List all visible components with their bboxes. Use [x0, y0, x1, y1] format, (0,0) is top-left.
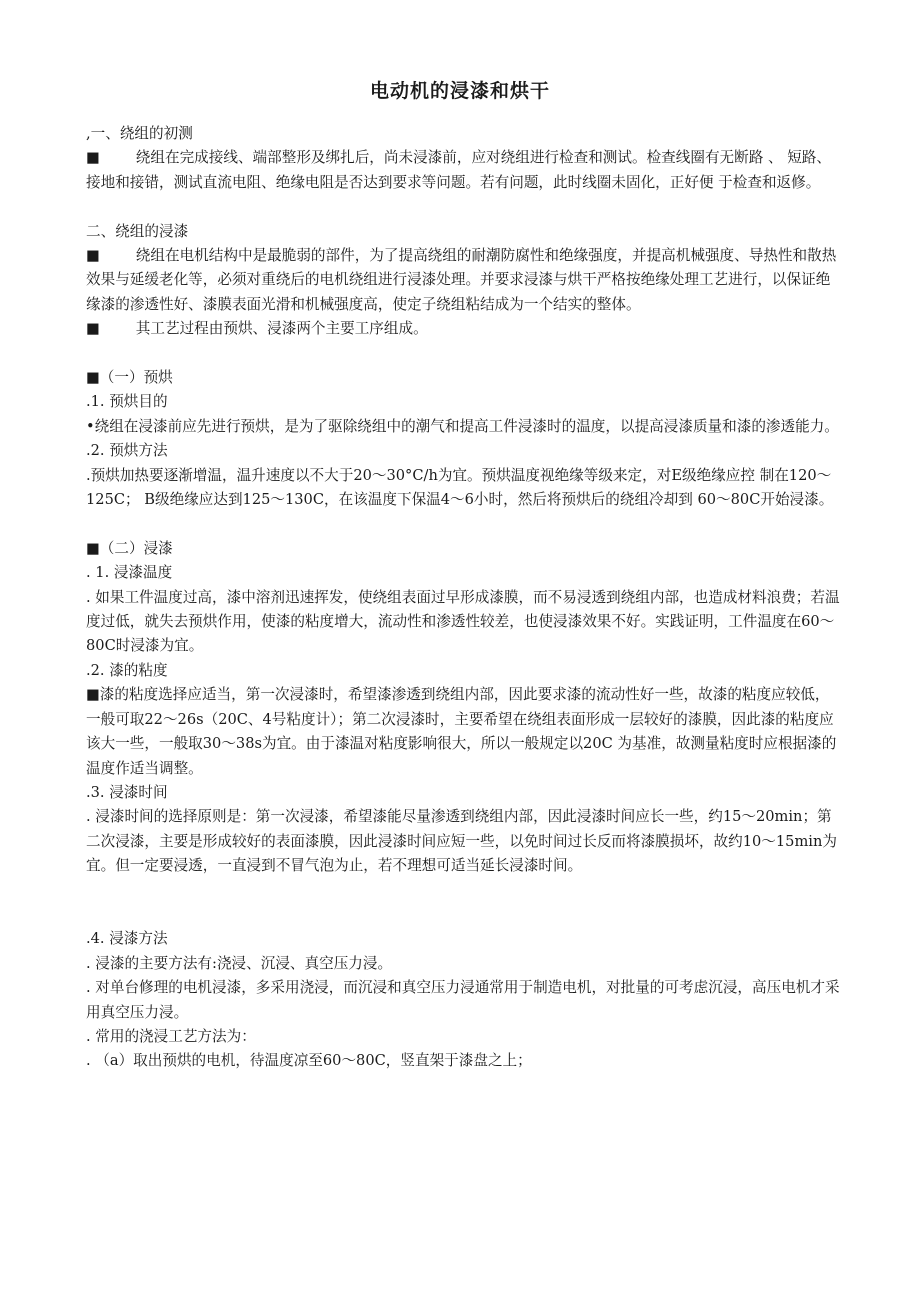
item-text: ■漆的粘度选择应适当，第一次浸漆时，希望漆渗透到绕组内部，因此要求漆的流动性好一些，故漆的粘度应较低，一般可取22〜26s（20C、4号粘度计）；第二次浸漆时，主要希望在绕组表面形成一层较好的漆膜，因此漆的粘度应该大一些，一般取30〜38s为宜。由于漆温对粘度影响很大，所以一般规定以20C 为基准，故测量粘度时应根据漆的温度作适当调整。 [86, 686, 837, 777]
bullet-square: ■ [86, 149, 100, 167]
bullet-square: ■ [86, 247, 100, 265]
item-text: . 如果工件温度过高，漆中溶剂迅速挥发，使绕组表面过早形成漆膜，而不易浸透到绕组内部，也造成材料浪费；若温度过低，就失去预烘作用，使漆的粘度增大，流动性和渗透性较差，也使浸漆效果不好。实践证明，工件温度在60〜80C时浸漆为宜。 [86, 588, 840, 655]
item-line: . 浸漆的主要方法有:浇浸、沉浸、真空压力浸。 [86, 954, 393, 972]
paragraph-text: 绕组在电机结构中是最脆弱的部件，为了提高绕组的耐潮防腐性和绝缘强度，并提高机械强度、导热性和散热效果与延缓老化等，必须对重绕后的电机绕组进行浸漆处理。并要求浸漆与烘干严格按绝缘处理工艺进行，以保证绝缘漆的渗透性好、漆膜表面光滑和机械强度高，使定子绕组粘结成为一个结实的整体。 [86, 247, 837, 313]
document-body [86, 122, 842, 1074]
item-label: .2. 预烘方法 [86, 442, 168, 460]
item-label: .3. 浸漆时间 [86, 783, 168, 801]
paragraph [86, 146, 842, 195]
subsection-heading: ■（二）浸漆 [86, 539, 173, 557]
item-line: . （a）取出预烘的电机，待温度凉至60〜80C，竖直架于漆盘之上； [86, 1052, 532, 1070]
paragraph-text: 绕组在完成接线、端部整形及绑扎后，尚未浸漆前，应对绕组进行检查和测试。检查线圈有无断路 、 短路、接地和接错，测试直流电阻、绝缘电阻是否达到要求等问题。若有问题，此时线圈未固化，正好便 于检查和返修。 [86, 149, 831, 191]
item-label: .1. 预烘目的 [86, 393, 168, 411]
item-line: . 常用的浇浸工艺方法为： [86, 1027, 256, 1045]
section-heading: 二、绕组的浸漆 [86, 222, 189, 240]
bullet-square: ■ [86, 320, 100, 338]
document-title: 电动机的浸漆和烘干 [369, 80, 550, 102]
section-heading: ,一、绕组的初测 [86, 125, 193, 142]
subsection-heading: ■（一）预烘 [86, 369, 173, 387]
item-label: . 1. 浸漆温度 [86, 564, 173, 582]
paragraph-text: 其工艺过程由预烘、浸漆两个主要工序组成。 [135, 320, 428, 338]
item-line: . 对单台修理的电机浸漆，多采用浇浸，而沉浸和真空压力浸通常用于制造电机，对批量的可考虑沉浸，高压电机才采用真空压力浸。 [86, 979, 840, 1021]
item-text: . 浸漆时间的选择原则是：第一次浸漆，希望漆能尽量渗透到绕组内部，因此浸漆时间应长一些，约15〜20min；第二次浸漆，主要是形成较好的表面漆膜，因此浸漆时间应短一些，以免时间过长反而将漆膜损坏，故约10〜15min为宜。但一定要浸透，一直浸到不冒气泡为止，若不理想可适当延长浸漆时间。 [86, 808, 837, 875]
item-label: .4. 浸漆方法 [86, 930, 168, 948]
item-text: •绕组在浸漆前应先进行预烘，是为了驱除绕组中的潮气和提高工件浸漆时的温度，以提高浸漆质量和漆的渗透能力。 [86, 417, 839, 435]
item-label: .2. 漆的粘度 [86, 661, 168, 679]
item-text: .预烘加热要逐渐增温，温升速度以不大于20〜30°C/h为宜。预烘温度视绝缘等级来定，对E级绝缘应控 制在120〜125C； B级绝缘应达到125〜130C，在该温度下保温4〜6小时，然后将预烘后的绕组冷却到 60〜80C开始浸漆。 [86, 466, 834, 509]
paragraph [86, 244, 842, 317]
paragraph [86, 317, 842, 341]
